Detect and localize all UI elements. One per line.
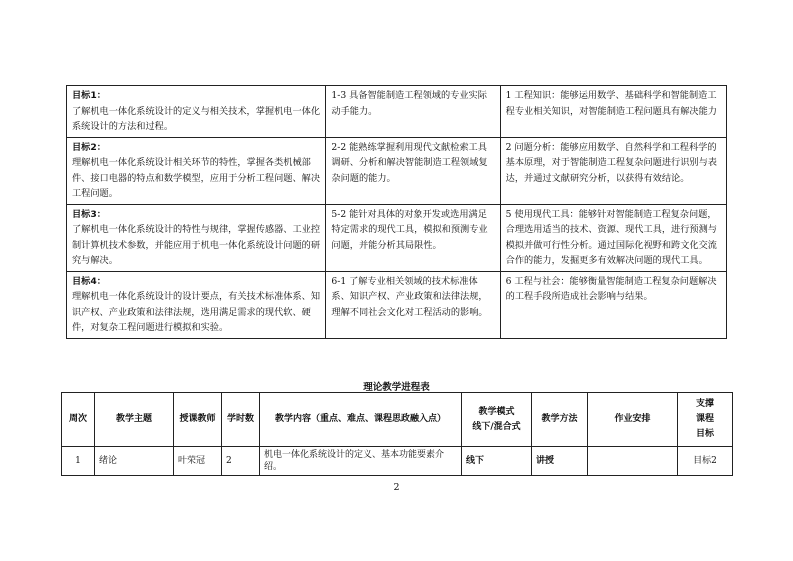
header-homework: 作业安排 [588, 393, 678, 447]
header-content: 教学内容（重点、难点、课程思政融入点） [260, 393, 462, 447]
goal-title: 目标2： [72, 141, 106, 153]
header-teacher: 授课教师 [174, 393, 222, 447]
course-objectives-table [66, 85, 727, 339]
cell-content: 机电一体化系统设计的定义、基本功能要素介绍。 [260, 447, 462, 476]
requirement-cell: 6 工程与社会：能够衡量智能制造工程复杂问题解决的工程手段所造成社会影响与结果。 [500, 271, 726, 338]
goal-text: 了解机电一体化系统设计的定义与相关技术，掌握机电一体化系统设计的方法和过程。 [72, 105, 321, 132]
indicator-cell: 5-2 能针对具体的对象开发或选用满足特定需求的现代工具，模拟和预测专业问题，并能分析其局限性。 [326, 204, 500, 271]
progress-header-row [62, 393, 733, 447]
requirement-cell: 1 工程知识：能够运用数学、基础科学和智能制造工程专业相关知识，对智能制造工程问题具有解决能力 [500, 86, 726, 138]
cell-teacher: 叶荣冠 [174, 447, 222, 476]
goal-cell [67, 271, 326, 338]
indicator-cell: 1-3 具备智能制造工程领域的专业实际动手能力。 [326, 86, 500, 138]
cell-week: 1 [62, 447, 95, 476]
cell-support: 目标2 [678, 447, 733, 476]
objective-row [67, 86, 727, 138]
cell-topic: 绪论 [95, 447, 174, 476]
goal-text: 理解机电一体化系统设计相关环节的特性，掌握各类机械部件、接口电器的特点和数学模型，应用于分析工程问题、解决工程问题。 [72, 157, 321, 199]
goal-cell [67, 204, 326, 271]
goal-cell [67, 137, 326, 204]
indicator-cell: 2-2 能熟练掌握利用现代文献检索工具调研、分析和解决智能制造工程领域复杂问题的能力。 [326, 137, 500, 204]
requirement-cell: 5 使用现代工具：能够针对智能制造工程复杂问题，合理选用适当的技术、资源、现代工具，进行预测与模拟并做可行性分析。通过国际化视野和跨文化交流合作的能力，发掘更多有效解决问题的现代工具。 [500, 204, 726, 271]
header-topic: 教学主题 [95, 393, 174, 447]
goal-title: 目标3： [72, 208, 106, 220]
header-mode: 教学模式 线下/混合式 [462, 393, 532, 447]
objective-row [67, 137, 727, 204]
page-number: 2 [393, 482, 400, 493]
goal-text: 了解机电一体化系统设计的特性与规律，掌握传感器、工业控制计算机技术参数，并能应用于机电一体化系统设计问题的研究与解决。 [72, 224, 321, 266]
cell-hours: 2 [222, 447, 260, 476]
header-support: 支撑 课程 目标 [678, 393, 733, 447]
header-hours: 学时数 [222, 393, 260, 447]
goal-title: 目标1： [72, 90, 106, 101]
requirement-cell: 2 问题分析：能够应用数学、自然科学和工程科学的基本原理，对于智能制造工程复杂问题进行识别与表达，并通过文献研究分析，以获得有效结论。 [500, 137, 726, 204]
objective-row [67, 271, 727, 338]
cell-homework [588, 447, 678, 476]
table-row [62, 447, 733, 476]
progress-table-title: 理论教学进程表 [363, 382, 430, 393]
objective-row [67, 204, 727, 271]
goal-cell [67, 86, 326, 138]
goal-title: 目标4： [72, 275, 106, 287]
teaching-progress-table [61, 392, 733, 476]
header-week: 周次 [62, 393, 95, 447]
header-method: 教学方法 [532, 393, 588, 447]
cell-method: 讲授 [532, 447, 588, 476]
goal-text: 理解机电一体化系统设计的设计要点，有关技术标准体系、知识产权、产业政策和法律法规，选用满足需求的现代软、硬件，对复杂工程问题进行模拟和实验。 [72, 291, 321, 333]
cell-mode: 线下 [462, 447, 532, 476]
indicator-cell: 6-1 了解专业相关领域的技术标准体系、知识产权、产业政策和法律法规，理解不同社会文化对工程活动的影响。 [326, 271, 500, 338]
